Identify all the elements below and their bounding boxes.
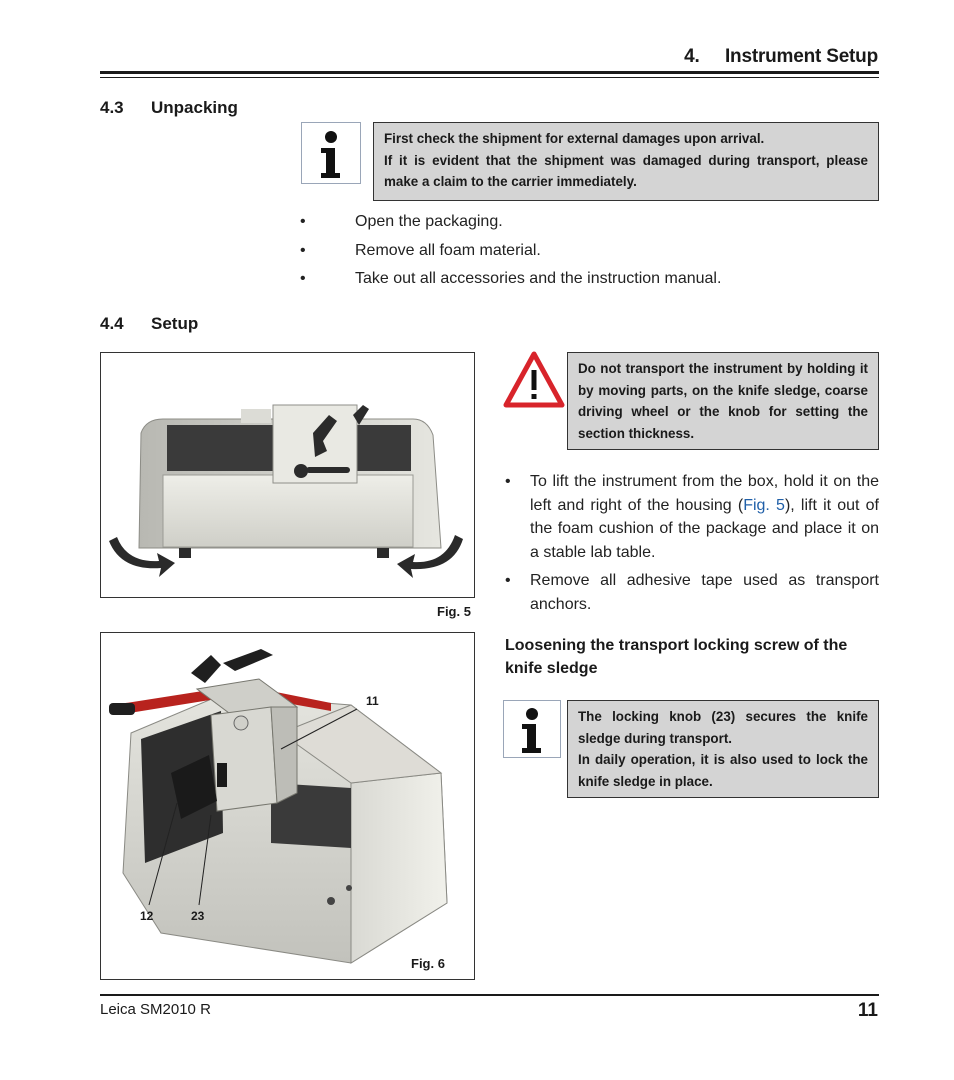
header-rule xyxy=(100,71,879,74)
section-title-unpacking: Unpacking xyxy=(151,98,238,117)
unpacking-steps xyxy=(300,213,860,298)
locking-knob-note-line2: In daily operation, it is also used to lock the knife sledge in place. xyxy=(578,752,868,789)
info-icon xyxy=(301,122,361,184)
unpacking-note xyxy=(373,122,879,201)
page-number: 11 xyxy=(857,1000,878,1021)
callout-12: 12 xyxy=(140,909,154,923)
locking-knob-note xyxy=(567,700,879,798)
figure-5-label: Fig. 5 xyxy=(437,604,471,619)
chapter-title: 4. Instrument Setup xyxy=(684,46,878,67)
section-number-unpacking: 4.3 xyxy=(100,98,124,117)
section-title-setup: Setup xyxy=(151,314,199,333)
callout-23: 23 xyxy=(191,909,205,923)
figure-5-image xyxy=(100,352,475,598)
setup-bullet-2: • Remove all adhesive tape used as transport anchors. xyxy=(505,572,879,613)
loosening-subheading: Loosening the transport locking screw of the knife sledge xyxy=(505,637,848,677)
callout-11: 11 xyxy=(366,694,379,708)
list-item: • Take out all accessories and the instruction manual. xyxy=(300,270,722,287)
figure-6-label: Fig. 6 xyxy=(411,956,445,971)
list-item: • Remove all foam material. xyxy=(300,242,541,259)
warning-triangle-icon xyxy=(503,350,565,410)
footer-product: Leica SM2010 R xyxy=(100,1001,211,1018)
header-rule-thin xyxy=(100,77,879,78)
unpacking-note-line1: First check the shipment for external damages upon arrival. xyxy=(384,131,765,146)
list-item: • Open the packaging. xyxy=(300,213,503,230)
setup-warning-note: Do not transport the instrument by holding it by moving parts, on the knife sledge, coarse driving wheel or the knob for setting the section thickness. xyxy=(567,352,879,450)
unpacking-note-line2: If it is evident that the shipment was damaged during transport, please make a claim to the carrier immediately. xyxy=(384,152,868,189)
info-icon xyxy=(503,700,561,758)
figure-6-image xyxy=(100,632,475,980)
fig-5-link[interactable]: Fig. 5 xyxy=(743,496,785,514)
locking-knob-note-line1: The locking knob (23) secures the knife sledge during transport. xyxy=(578,709,868,746)
section-number-setup: 4.4 xyxy=(100,314,124,333)
footer-rule xyxy=(100,994,879,996)
setup-bullet-1: • To lift the instrument from the box, hold it on the left and right of the housing (Fig. 5), lift it out of the foam cushion of the package and place it on a stable lab table. xyxy=(505,473,880,561)
